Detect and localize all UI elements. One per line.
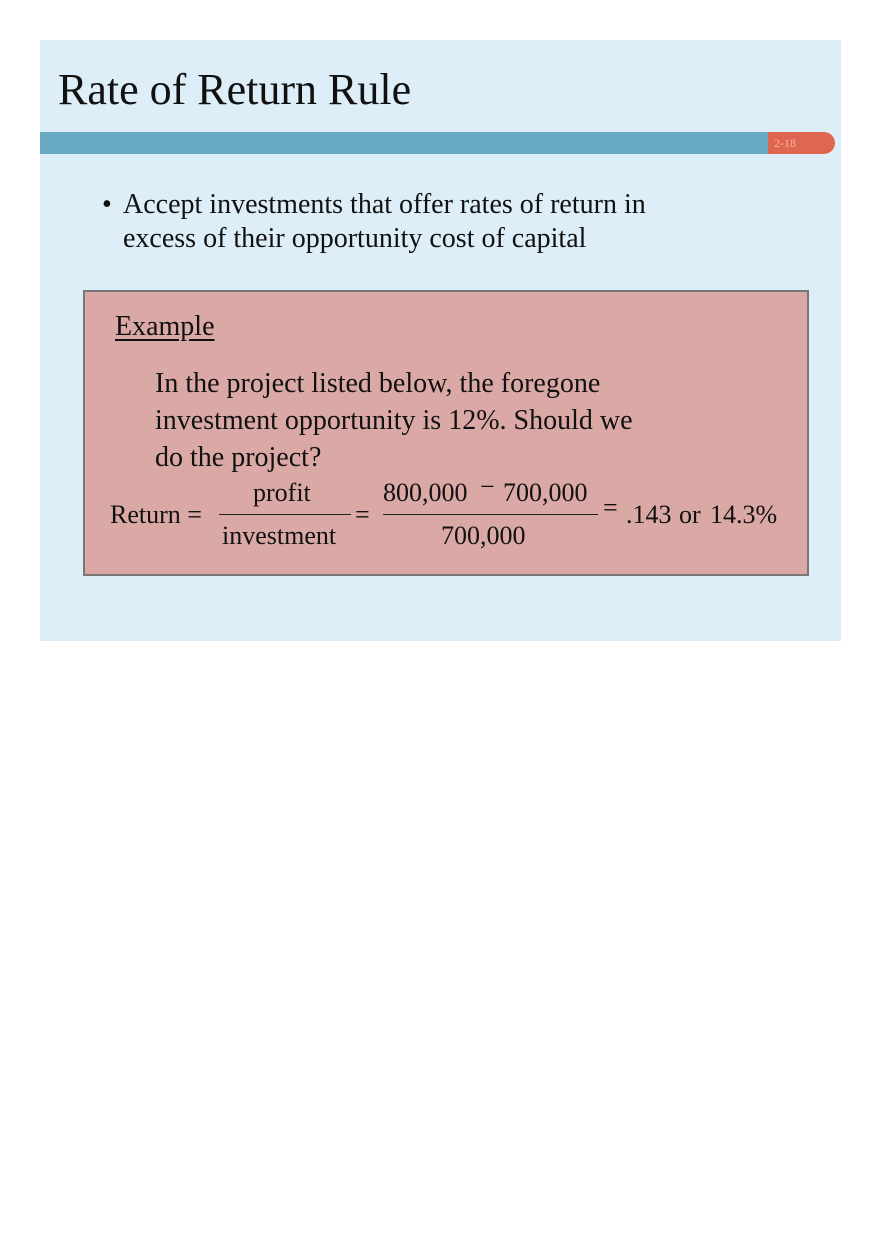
formula-denominator: 700,000 [441,521,526,550]
formula-result: .143 [626,500,672,529]
example-line: do the project? [155,442,322,473]
formula-minus: − [480,472,495,501]
fraction-bar [219,514,351,515]
slide-number: 2-18 [768,132,835,154]
slide [40,40,841,641]
formula-equals: = [603,493,618,522]
slide-title: Rate of Return Rule [58,65,412,114]
example-line: In the project listed below, the foregone [155,368,601,399]
formula-return-label: Return = [110,500,202,529]
example-line: investment opportunity is 12%. Should we [155,405,633,436]
example-heading: Example [115,311,215,342]
formula-800000: 800,000 [383,478,468,507]
bullet-text [123,188,743,256]
formula-or: or [679,500,701,529]
bullet-mark: • [102,189,112,220]
formula-700000: 700,000 [503,478,588,507]
formula-equals: = [355,500,370,529]
title-band [40,132,788,154]
return-formula [85,472,807,556]
fraction-bar [383,514,598,515]
formula-percent: 14.3% [710,500,778,529]
bullet-line: excess of their opportunity cost of capital [123,223,587,254]
formula-investment: investment [222,521,337,550]
formula-profit: profit [253,478,311,507]
bullet-line: Accept investments that offer rates of return in [123,189,646,220]
example-box [83,290,809,576]
example-body [155,365,755,476]
